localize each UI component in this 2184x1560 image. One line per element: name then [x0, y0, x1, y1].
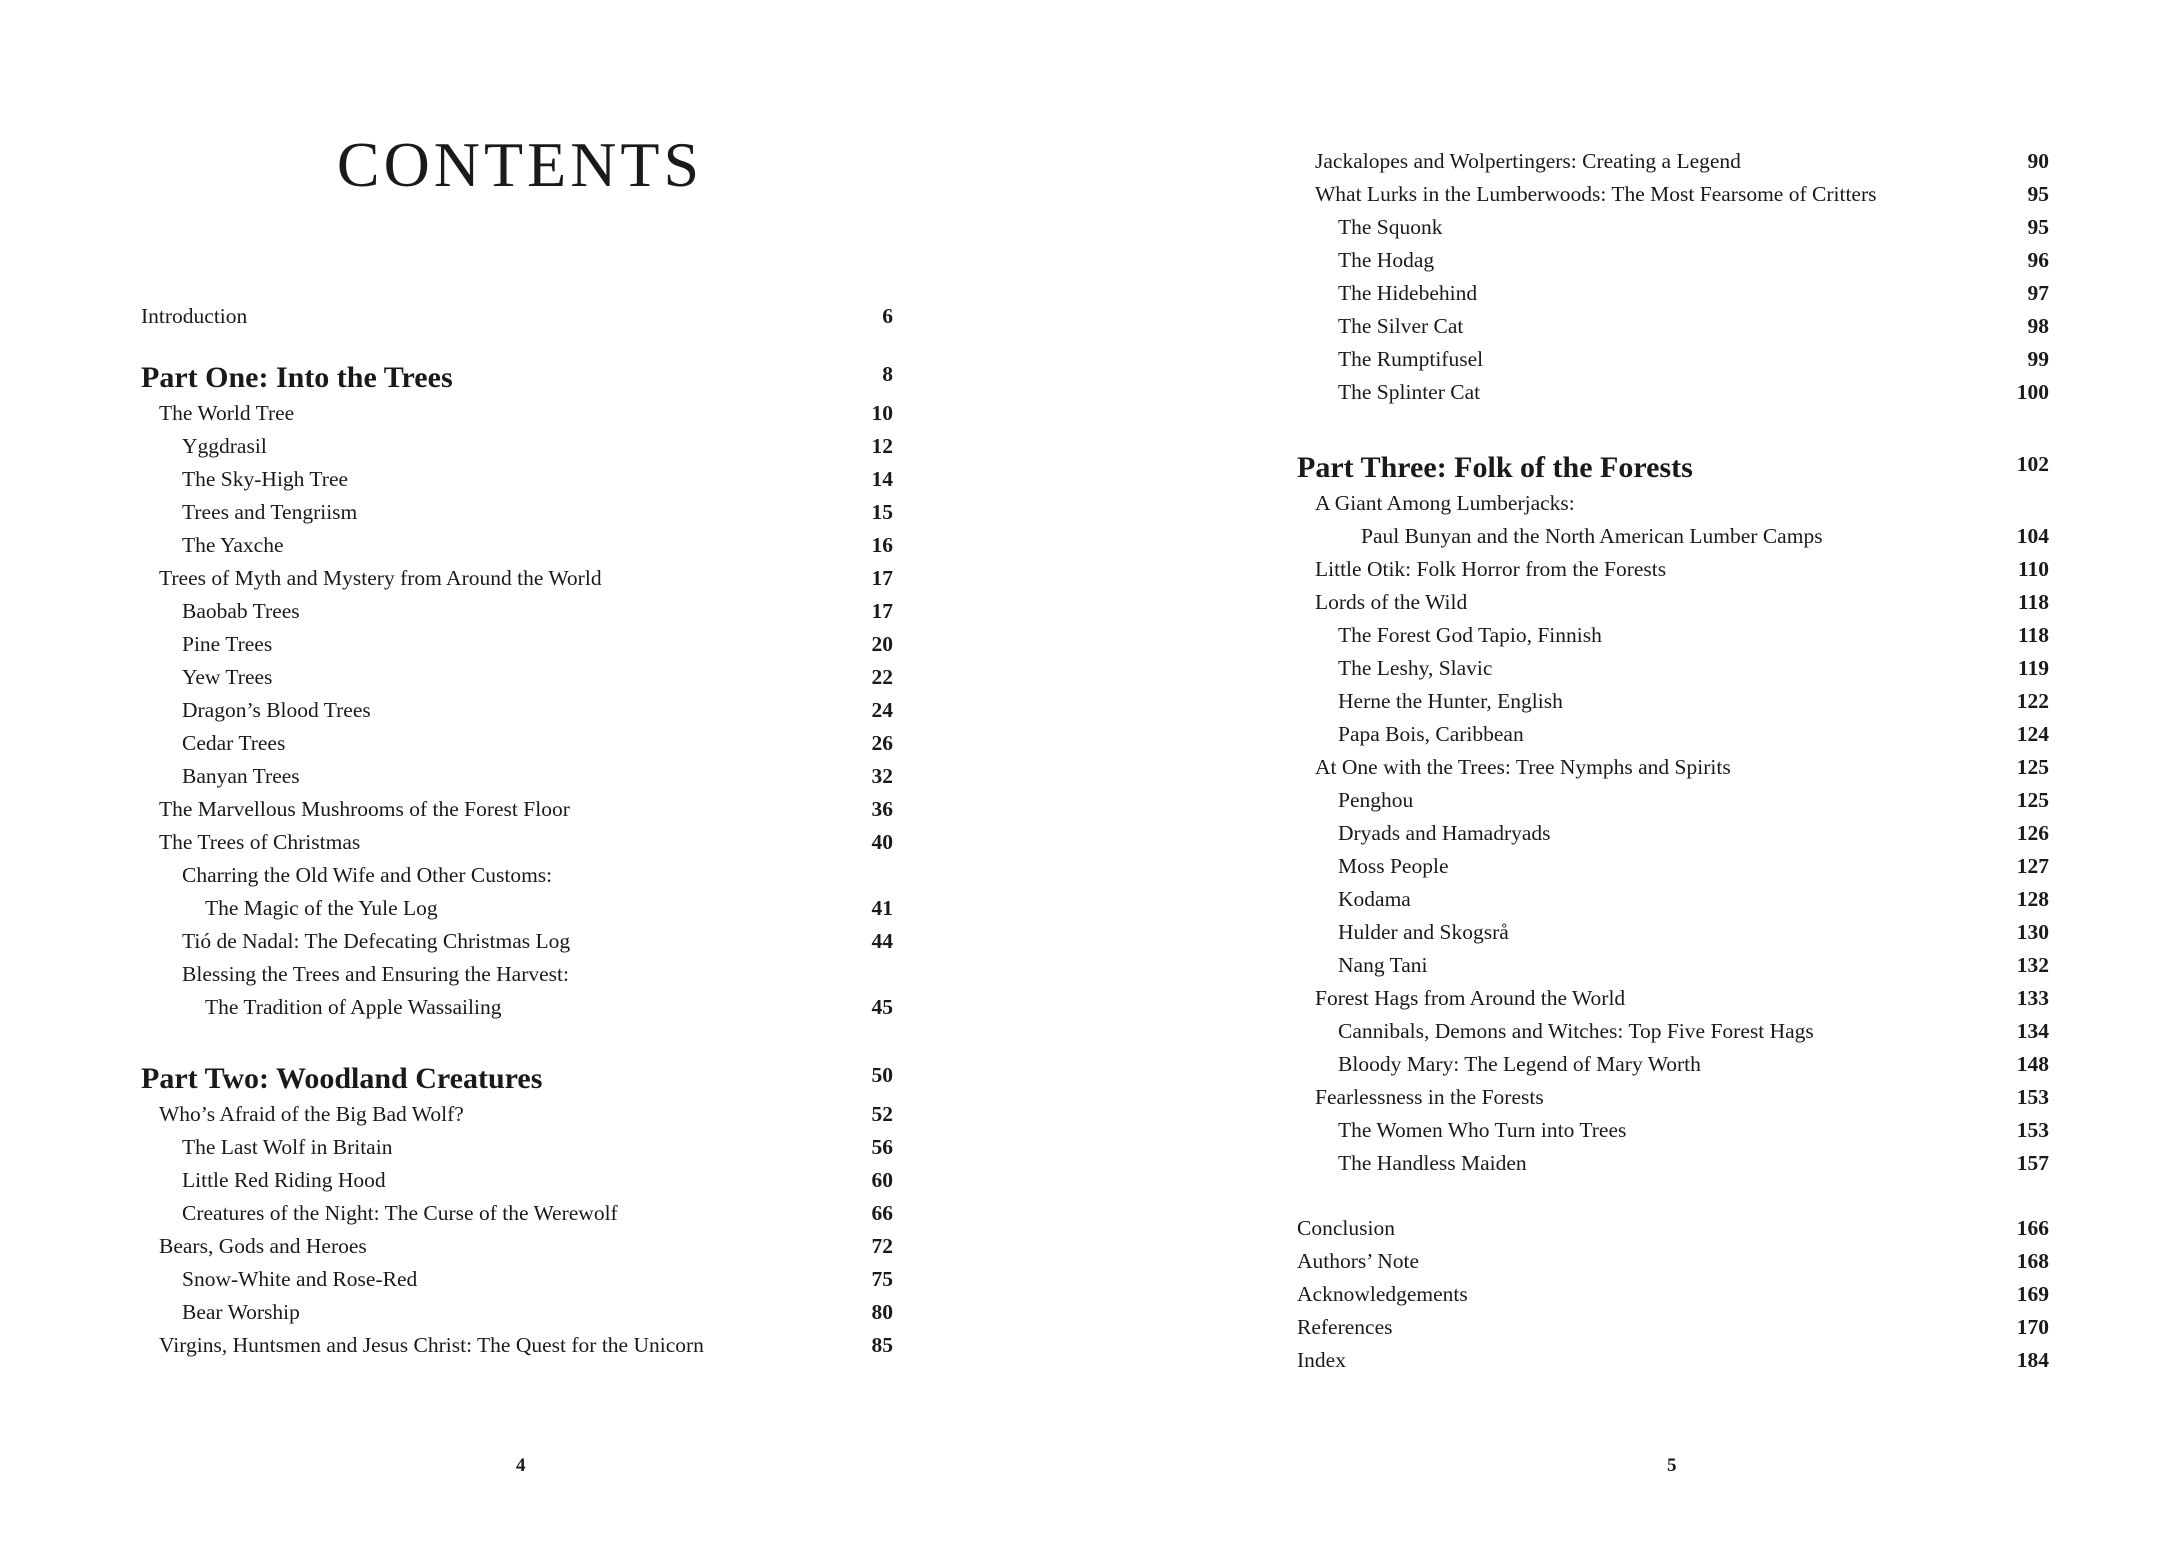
page-number-right: 5 — [1667, 1455, 1677, 1476]
toc-spacer — [1297, 1180, 2049, 1212]
page-ref: 80 — [871, 1300, 893, 1324]
entry-title: The Last Wolf in Britain — [182, 1135, 393, 1159]
toc-entry — [141, 1131, 893, 1164]
entry-title: Nang Tani — [1338, 953, 1428, 977]
page-ref: 14 — [871, 467, 893, 491]
entry-title: The Handless Maiden — [1338, 1151, 1527, 1175]
page-ref: 118 — [2017, 590, 2049, 614]
page-ref: 132 — [2016, 953, 2049, 977]
toc-entry — [1297, 751, 2049, 784]
page-ref: 72 — [871, 1234, 893, 1258]
toc-entry — [1297, 553, 2049, 586]
page-ref: 98 — [2027, 314, 2049, 338]
page-ref: 124 — [2016, 722, 2049, 746]
toc-entry — [1297, 1212, 2049, 1245]
entry-title: Little Red Riding Hood — [182, 1168, 386, 1192]
page-ref: 44 — [871, 929, 893, 953]
entry-title: The Rumptifusel — [1338, 347, 1484, 371]
toc-right-column — [1297, 145, 2049, 1377]
page-ref: 24 — [871, 698, 893, 722]
entry-title: Charring the Old Wife and Other Customs: — [182, 863, 553, 887]
toc-entry — [141, 661, 893, 694]
page-ref: 169 — [2016, 1282, 2049, 1306]
toc-entry — [141, 793, 893, 826]
toc-entry — [1297, 310, 2049, 343]
toc-entry — [141, 300, 893, 333]
toc-entry — [1297, 520, 2049, 553]
entry-title: Conclusion — [1297, 1216, 1395, 1240]
toc-entry — [141, 859, 893, 892]
entry-title: What Lurks in the Lumberwoods: The Most Fearsome of Critters — [1315, 182, 1877, 206]
page-ref: 102 — [2016, 452, 2049, 476]
page-ref: 110 — [2017, 557, 2049, 581]
entry-title: Herne the Hunter, English — [1338, 689, 1563, 713]
page-ref: 10 — [871, 401, 893, 425]
page-ref: 95 — [2027, 215, 2049, 239]
page-ref: 97 — [2027, 281, 2049, 305]
entry-title: The Marvellous Mushrooms of the Forest Floor — [159, 797, 570, 821]
toc-entry — [1297, 1114, 2049, 1147]
page-ref: 95 — [2027, 182, 2049, 206]
page-ref: 153 — [2016, 1085, 2049, 1109]
toc-entry — [1297, 718, 2049, 751]
toc-entry — [1297, 244, 2049, 277]
toc-entry — [1297, 145, 2049, 178]
entry-title: Introduction — [141, 304, 248, 328]
page-ref: 118 — [2017, 623, 2049, 647]
entry-title: Acknowledgements — [1297, 1282, 1468, 1306]
toc-entry — [141, 826, 893, 859]
page-ref: 99 — [2027, 347, 2049, 371]
page-ref: 148 — [2016, 1052, 2049, 1076]
page-ref: 22 — [871, 665, 893, 689]
toc-entry — [1297, 1245, 2049, 1278]
page-ref: 157 — [2016, 1151, 2049, 1175]
toc-entry — [1297, 1311, 2049, 1344]
toc-entry — [1297, 211, 2049, 244]
page-ref: 40 — [871, 830, 893, 854]
entry-title: Baobab Trees — [182, 599, 300, 623]
entry-title: The Women Who Turn into Trees — [1338, 1118, 1627, 1142]
entry-title: The Squonk — [1338, 215, 1443, 239]
entry-title: The Hodag — [1338, 248, 1435, 272]
toc-part-heading — [1297, 449, 2049, 487]
entry-title: A Giant Among Lumberjacks: — [1315, 491, 1575, 515]
toc-entry — [141, 562, 893, 595]
entry-title: Snow-White and Rose-Red — [182, 1267, 418, 1291]
toc-entry — [141, 1098, 893, 1131]
toc-entry — [141, 397, 893, 430]
toc-entry — [141, 892, 893, 925]
entry-title: Banyan Trees — [182, 764, 300, 788]
toc-entry — [141, 694, 893, 727]
page-ref: 153 — [2016, 1118, 2049, 1142]
entry-title: Cedar Trees — [182, 731, 286, 755]
toc-entry — [1297, 982, 2049, 1015]
toc-entry — [1297, 1147, 2049, 1180]
entry-title: Jackalopes and Wolpertingers: Creating a Legend — [1315, 149, 1741, 173]
toc-entry — [141, 958, 893, 991]
page-ref: 12 — [871, 434, 893, 458]
toc-entry — [1297, 343, 2049, 376]
entry-title: The Forest God Tapio, Finnish — [1338, 623, 1602, 647]
entry-title: Creatures of the Night: The Curse of the Werewolf — [182, 1201, 618, 1225]
page-ref: 41 — [871, 896, 893, 920]
page-ref: 100 — [2016, 380, 2049, 404]
page-ref: 26 — [871, 731, 893, 755]
page-ref: 90 — [2027, 149, 2049, 173]
part-title: Part Three: Folk of the Forests — [1297, 451, 1693, 484]
toc-entry — [141, 496, 893, 529]
entry-title: Pine Trees — [182, 632, 273, 656]
page-ref: 8 — [882, 362, 893, 386]
toc-entry — [1297, 850, 2049, 883]
contents-title: CONTENTS — [336, 129, 704, 200]
entry-title: The World Tree — [159, 401, 295, 425]
page-ref: 52 — [871, 1102, 893, 1126]
toc-entry — [1297, 817, 2049, 850]
toc-entry — [141, 1296, 893, 1329]
page-ref: 104 — [2016, 524, 2049, 548]
toc-entry — [141, 430, 893, 463]
page-ref: 50 — [871, 1063, 893, 1087]
toc-entry — [1297, 376, 2049, 409]
entry-title: Bloody Mary: The Legend of Mary Worth — [1338, 1052, 1701, 1076]
entry-title: Authors’ Note — [1297, 1249, 1420, 1273]
entry-title: Tió de Nadal: The Defecating Christmas Log — [182, 929, 571, 953]
page-ref: 16 — [871, 533, 893, 557]
toc-entry — [1297, 949, 2049, 982]
entry-title: Trees of Myth and Mystery from Around the World — [159, 566, 602, 590]
entry-title: Blessing the Trees and Ensuring the Harvest: — [182, 962, 569, 986]
entry-title: The Trees of Christmas — [159, 830, 361, 854]
page-ref: 130 — [2016, 920, 2049, 944]
page-ref: 128 — [2016, 887, 2049, 911]
toc-entry — [1297, 178, 2049, 211]
entry-title: Papa Bois, Caribbean — [1338, 722, 1524, 746]
toc-entry — [141, 1329, 893, 1362]
page-ref: 168 — [2016, 1249, 2049, 1273]
toc-entry — [141, 925, 893, 958]
page-ref: 45 — [871, 995, 893, 1019]
toc-entry — [1297, 487, 2049, 520]
entry-title: Forest Hags from Around the World — [1315, 986, 1626, 1010]
toc-entry — [1297, 652, 2049, 685]
entry-title: Cannibals, Demons and Witches: Top Five Forest Hags — [1338, 1019, 1814, 1043]
entry-title: References — [1297, 1315, 1393, 1339]
entry-title: The Hidebehind — [1338, 281, 1478, 305]
toc-entry — [1297, 1344, 2049, 1377]
toc-entry — [141, 760, 893, 793]
entry-title: Yggdrasil — [182, 434, 267, 458]
toc-entry — [1297, 619, 2049, 652]
page-ref: 56 — [871, 1135, 893, 1159]
entry-title: Little Otik: Folk Horror from the Forests — [1315, 557, 1667, 581]
toc-entry — [141, 463, 893, 496]
entry-title: Paul Bunyan and the North American Lumber Camps — [1361, 524, 1823, 548]
entry-title: The Tradition of Apple Wassailing — [205, 995, 502, 1019]
page-number-left: 4 — [516, 1455, 526, 1476]
page-ref: 60 — [871, 1168, 893, 1192]
toc-entry — [141, 727, 893, 760]
page-ref: 75 — [871, 1267, 893, 1291]
entry-title: The Leshy, Slavic — [1338, 656, 1493, 680]
toc-entry — [1297, 1015, 2049, 1048]
page-ref: 20 — [871, 632, 893, 656]
page-ref: 15 — [871, 500, 893, 524]
toc-entry — [1297, 277, 2049, 310]
page-ref: 119 — [2017, 656, 2049, 680]
page-ref: 32 — [871, 764, 893, 788]
page-ref: 6 — [882, 304, 893, 328]
toc-entry — [141, 1230, 893, 1263]
page-ref: 125 — [2016, 788, 2049, 812]
entry-title: Dragon’s Blood Trees — [182, 698, 371, 722]
page-ref: 36 — [871, 797, 893, 821]
toc-entry — [141, 628, 893, 661]
toc-part-heading — [141, 359, 893, 397]
entry-title: Virgins, Huntsmen and Jesus Christ: The Quest for the Unicorn — [159, 1333, 704, 1357]
toc-entry — [1297, 784, 2049, 817]
toc-entry — [141, 1164, 893, 1197]
page-ref: 122 — [2016, 689, 2049, 713]
toc-entry — [1297, 1048, 2049, 1081]
entry-title: Yew Trees — [182, 665, 273, 689]
toc-entry — [1297, 1081, 2049, 1114]
entry-title: The Silver Cat — [1338, 314, 1464, 338]
page-ref: 134 — [2016, 1019, 2049, 1043]
entry-title: The Magic of the Yule Log — [205, 896, 438, 920]
page-ref: 96 — [2027, 248, 2049, 272]
page-ref: 170 — [2016, 1315, 2049, 1339]
toc-entry — [1297, 916, 2049, 949]
entry-title: Trees and Tengriism — [182, 500, 358, 524]
entry-title: Who’s Afraid of the Big Bad Wolf? — [159, 1102, 464, 1126]
page-ref: 166 — [2016, 1216, 2049, 1240]
entry-title: The Splinter Cat — [1338, 380, 1481, 404]
entry-title: Bear Worship — [182, 1300, 300, 1324]
page-ref: 126 — [2016, 821, 2049, 845]
part-title: Part Two: Woodland Creatures — [141, 1062, 543, 1095]
toc-entry — [141, 1197, 893, 1230]
entry-title: At One with the Trees: Tree Nymphs and Spirits — [1315, 755, 1731, 779]
entry-title: Moss People — [1338, 854, 1449, 878]
entry-title: The Yaxche — [182, 533, 284, 557]
entry-title: Dryads and Hamadryads — [1338, 821, 1551, 845]
page-ref: 133 — [2016, 986, 2049, 1010]
part-title: Part One: Into the Trees — [141, 361, 453, 394]
toc-entry — [141, 991, 893, 1024]
toc-entry — [141, 1263, 893, 1296]
entry-title: Kodama — [1338, 887, 1411, 911]
toc-entry — [1297, 685, 2049, 718]
page-ref: 66 — [871, 1201, 893, 1225]
toc-left-column — [141, 300, 893, 1362]
page-ref: 184 — [2016, 1348, 2049, 1372]
entry-title: Lords of the Wild — [1315, 590, 1468, 614]
entry-title: Penghou — [1338, 788, 1414, 812]
entry-title: Bears, Gods and Heroes — [159, 1234, 367, 1258]
toc-entry — [141, 529, 893, 562]
page-ref: 85 — [871, 1333, 893, 1357]
toc-entry — [141, 595, 893, 628]
entry-title: Index — [1297, 1348, 1346, 1372]
right-page — [1092, 0, 2184, 1560]
page-ref: 17 — [871, 599, 893, 623]
entry-title: Hulder and Skogsrå — [1338, 920, 1509, 944]
toc-entry — [1297, 883, 2049, 916]
toc-entry — [1297, 586, 2049, 619]
page-ref: 127 — [2016, 854, 2049, 878]
page-ref: 17 — [871, 566, 893, 590]
entry-title: The Sky-High Tree — [182, 467, 349, 491]
page-ref: 125 — [2016, 755, 2049, 779]
toc-part-heading — [141, 1060, 893, 1098]
entry-title: Fearlessness in the Forests — [1315, 1085, 1544, 1109]
toc-entry — [1297, 1278, 2049, 1311]
